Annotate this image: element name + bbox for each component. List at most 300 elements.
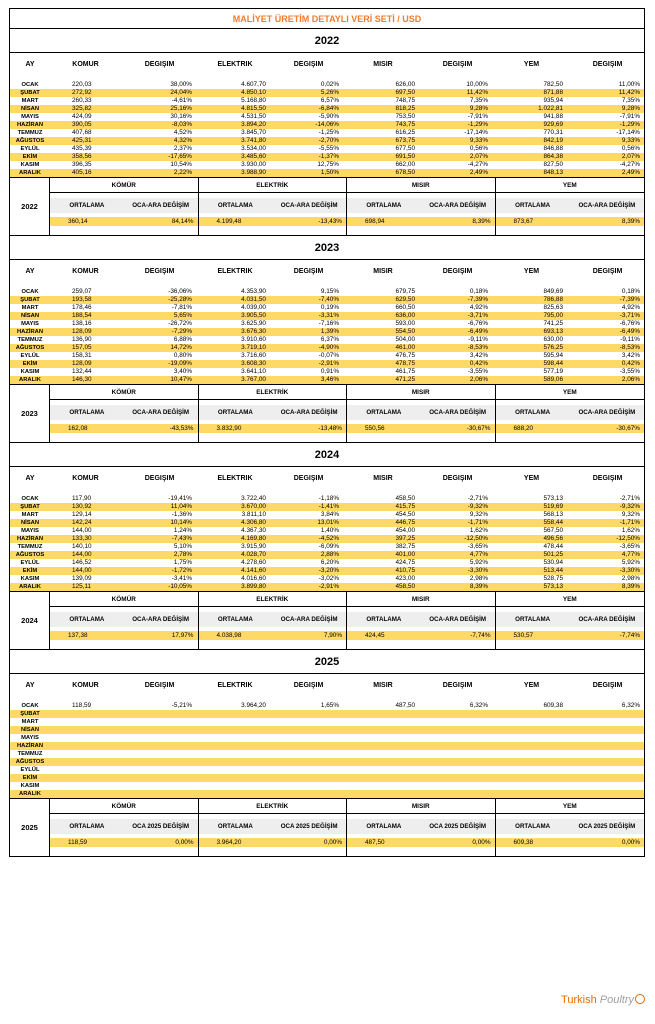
table-cell: 5,92% — [469, 559, 488, 566]
month-label: TEMMUZ — [17, 337, 43, 343]
month-label: ARALIK — [19, 584, 41, 590]
table-cell: 5,65% — [173, 312, 192, 319]
table-cell — [198, 718, 272, 726]
table-cell: 178,46 — [72, 304, 92, 311]
table-cell: 673,75 — [395, 137, 415, 144]
table-cell — [345, 726, 421, 734]
month-label: AĞUSTOS — [15, 552, 45, 558]
table-cell — [345, 734, 421, 742]
summary-values — [199, 217, 347, 226]
table-cell: 3,42% — [621, 352, 640, 359]
table-cell: 6,88% — [173, 336, 192, 343]
table-cell — [494, 718, 569, 726]
table-cell: 4.031,50 — [241, 296, 266, 303]
summary-values — [199, 424, 347, 433]
table-cell: 3.910,60 — [241, 336, 266, 343]
table-row — [10, 758, 644, 766]
table-cell: 4.850,10 — [241, 89, 266, 96]
table-cell: 144,00 — [72, 527, 92, 534]
column-header: MISIR — [373, 60, 393, 68]
summary-body — [50, 799, 644, 856]
table-cell — [198, 758, 272, 766]
month-label: KASIM — [20, 783, 40, 789]
table-cell: 630,00 — [543, 336, 563, 343]
table-cell: -1,18% — [318, 495, 339, 502]
summary-year-label: 2024 — [10, 592, 50, 649]
change-label: OCA-ARA DEĞİŞİM — [132, 616, 190, 623]
month-label: TEMMUZ — [17, 544, 43, 550]
table-cell: 3.676,30 — [241, 328, 266, 335]
table-cell: 3.534,00 — [241, 145, 266, 152]
table-row — [10, 81, 644, 89]
average-value: 3.964,20 — [216, 839, 242, 846]
table-cell: -8,53% — [467, 344, 488, 351]
summary-subheader — [496, 819, 645, 834]
month-label: ŞUBAT — [20, 711, 40, 717]
table-cell — [121, 718, 198, 726]
table-cell: 9,32% — [621, 511, 640, 518]
table-cell: 4.367,30 — [241, 527, 266, 534]
table-cell — [121, 750, 198, 758]
summary-values — [347, 424, 495, 433]
table-cell — [121, 782, 198, 790]
month-label: MART — [21, 305, 39, 311]
table-cell — [494, 734, 569, 742]
month-label: ARALIK — [19, 170, 41, 176]
table-cell — [569, 750, 646, 758]
summary-group — [496, 178, 645, 235]
table-cell — [198, 774, 272, 782]
table-cell: 3.915,90 — [241, 543, 266, 550]
table-cell — [345, 758, 421, 766]
table-cell — [494, 774, 569, 782]
summary-subheader — [199, 405, 347, 420]
table-cell: 30,16% — [170, 113, 192, 120]
table-cell: 504,00 — [395, 336, 415, 343]
column-header: DEĞİŞİM — [592, 681, 623, 689]
average-label: ORTALAMA — [69, 202, 105, 209]
table-cell: -1,29% — [467, 121, 488, 128]
average-value: 424,45 — [365, 632, 385, 639]
column-header: DEĞİŞİM — [592, 474, 623, 482]
cost-data-sheet — [9, 8, 645, 857]
table-cell: -12,50% — [616, 535, 640, 542]
change-value: -30,67% — [616, 425, 640, 432]
summary-category: KÖMÜR — [50, 178, 198, 193]
table-cell: -26,72% — [168, 320, 192, 327]
table-row — [10, 161, 644, 169]
table-cell: -9,32% — [619, 503, 640, 510]
column-header: DEĞİŞİM — [592, 60, 623, 68]
table-row — [10, 495, 644, 503]
table-cell: 259,07 — [72, 288, 92, 295]
table-cell: -17,14% — [464, 129, 488, 136]
average-value: 4.038,98 — [216, 632, 242, 639]
average-label: ORTALAMA — [515, 616, 551, 623]
table-cell: -7,43% — [171, 535, 192, 542]
average-label: ORTALAMA — [69, 409, 105, 416]
table-cell: 461,00 — [395, 344, 415, 351]
table-cell: 0,56% — [621, 145, 640, 152]
table-cell: 871,88 — [543, 89, 563, 96]
summary-year-label: 2023 — [10, 385, 50, 442]
table-cell: 10,54% — [170, 161, 192, 168]
change-value: 17,97% — [171, 632, 194, 639]
table-cell — [345, 718, 421, 726]
table-cell — [345, 790, 421, 798]
table-cell — [421, 734, 494, 742]
month-label: MAYIS — [21, 321, 39, 327]
change-value: -13,48% — [318, 425, 342, 432]
summary-values — [347, 838, 495, 847]
table-cell — [198, 742, 272, 750]
table-cell: 530,94 — [543, 559, 563, 566]
table-cell: 446,75 — [395, 519, 415, 526]
month-label: ŞUBAT — [20, 90, 40, 96]
table-cell: -5,21% — [171, 702, 192, 709]
table-cell: 407,68 — [72, 129, 92, 136]
column-header: DEĞİŞİM — [442, 474, 473, 482]
summary-subheader — [199, 612, 347, 627]
table-cell — [421, 758, 494, 766]
table-cell — [198, 790, 272, 798]
table-cell: -10,05% — [168, 583, 192, 590]
summary-values — [347, 217, 495, 226]
table-cell: 3.741,80 — [241, 137, 266, 144]
table-row — [10, 750, 644, 758]
month-label: EKİM — [22, 775, 38, 781]
table-cell: -6,09% — [318, 543, 339, 550]
table-cell: 10,14% — [170, 519, 192, 526]
table-row — [10, 320, 644, 328]
table-cell — [421, 718, 494, 726]
table-row — [10, 312, 644, 320]
table-cell: 528,75 — [543, 575, 563, 582]
column-header: MISIR — [373, 474, 393, 482]
month-label: HAZİRAN — [16, 122, 44, 128]
table-cell: 660,50 — [395, 304, 415, 311]
column-header: MISIR — [373, 267, 393, 275]
table-cell — [272, 710, 345, 718]
table-cell: 519,69 — [543, 503, 563, 510]
table-cell: -2,91% — [318, 360, 339, 367]
table-cell: 4.531,50 — [241, 113, 266, 120]
brand-logo — [561, 994, 645, 1006]
table-row — [10, 137, 644, 145]
table-cell: 827,50 — [543, 161, 563, 168]
table-cell: 11,42% — [618, 89, 640, 96]
table-cell: 128,09 — [72, 360, 92, 367]
summary-category: KÖMÜR — [50, 385, 198, 400]
table-row — [10, 296, 644, 304]
column-header: ELEKTRİK — [217, 60, 253, 68]
table-cell — [272, 758, 345, 766]
table-cell — [198, 710, 272, 718]
summary-subheader — [199, 819, 347, 834]
summary-group — [496, 799, 645, 856]
summary-body — [50, 385, 644, 442]
table-cell: 1,65% — [320, 702, 339, 709]
table-cell: 679,75 — [395, 288, 415, 295]
month-label: NİSAN — [20, 727, 40, 733]
table-cell: 3.641,10 — [241, 368, 266, 375]
table-cell: 573,13 — [543, 495, 563, 502]
table-cell — [494, 742, 569, 750]
table-cell — [272, 766, 345, 774]
change-value: 8,39% — [621, 218, 640, 225]
table-cell: 609,38 — [543, 702, 563, 709]
summary-values — [496, 424, 645, 433]
summary-category: KÖMÜR — [50, 799, 198, 814]
year-block — [10, 443, 644, 650]
table-cell: -2,70% — [318, 137, 339, 144]
table-cell: 5,92% — [621, 559, 640, 566]
table-cell: 0,56% — [469, 145, 488, 152]
table-cell: 8,39% — [621, 583, 640, 590]
column-header: DEĞİŞİM — [144, 60, 175, 68]
summary-values — [50, 838, 198, 847]
change-label: OCA-ARA DEĞİŞİM — [429, 616, 487, 623]
table-cell: 3,40% — [173, 368, 192, 375]
change-value: 0,00% — [323, 839, 342, 846]
change-value: 84,14% — [171, 218, 194, 225]
table-row — [10, 344, 644, 352]
average-label: ORTALAMA — [515, 409, 551, 416]
table-cell: -8,03% — [171, 121, 192, 128]
table-cell: 691,50 — [395, 153, 415, 160]
table-cell: -1,37% — [318, 153, 339, 160]
year-block — [10, 29, 644, 236]
table-cell: 3.964,20 — [241, 702, 266, 709]
change-label: OCA-ARA DEĞİŞİM — [578, 616, 636, 623]
table-row — [10, 113, 644, 121]
summary-subheader — [347, 819, 495, 834]
table-row — [10, 368, 644, 376]
table-cell: -3,30% — [619, 567, 640, 574]
table-cell: -19,09% — [168, 360, 192, 367]
table-cell: -1,71% — [467, 519, 488, 526]
month-label: KASIM — [20, 162, 40, 168]
table-cell: 12,75% — [317, 161, 339, 168]
table-cell: 4.353,90 — [241, 288, 266, 295]
table-cell: 2,98% — [469, 575, 488, 582]
table-cell — [421, 790, 494, 798]
table-header-row — [10, 260, 644, 282]
month-label: EKİM — [22, 568, 38, 574]
column-header: YEM — [523, 60, 540, 68]
table-cell: 3.845,70 — [241, 129, 266, 136]
table-cell: 626,00 — [395, 81, 415, 88]
change-value: 0,00% — [472, 839, 491, 846]
table-cell: 272,92 — [72, 89, 92, 96]
summary-body — [50, 592, 644, 649]
brand-logo-icon — [635, 994, 645, 1004]
table-cell: 144,00 — [72, 567, 92, 574]
table-cell: 130,92 — [72, 503, 92, 510]
table-cell: -1,36% — [171, 511, 192, 518]
table-cell: 748,75 — [395, 97, 415, 104]
table-cell: 6,57% — [320, 97, 339, 104]
table-cell: -4,90% — [318, 344, 339, 351]
year-block — [10, 236, 644, 443]
summary-group — [347, 178, 496, 235]
table-cell: 424,09 — [72, 113, 92, 120]
average-value: 609,38 — [513, 839, 534, 846]
table-cell: 1,39% — [320, 328, 339, 335]
month-label: MART — [21, 98, 39, 104]
summary-group — [50, 178, 199, 235]
table-cell — [121, 734, 198, 742]
table-row — [10, 718, 644, 726]
table-cell — [569, 718, 646, 726]
table-cell: 129,14 — [72, 511, 92, 518]
table-cell — [50, 726, 121, 734]
table-cell: 513,44 — [543, 567, 563, 574]
table-cell — [121, 726, 198, 734]
table-cell: 0,42% — [621, 360, 640, 367]
table-header-row — [10, 53, 644, 75]
table-cell: 842,19 — [543, 137, 563, 144]
month-label: AĞUSTOS — [15, 345, 45, 351]
table-cell: 0,42% — [469, 360, 488, 367]
table-cell: 476,75 — [395, 352, 415, 359]
document-title: MALİYET ÜRETİM DETAYLI VERİ SETİ / USD — [10, 9, 644, 29]
table-cell: 4,52% — [173, 129, 192, 136]
table-row — [10, 790, 644, 798]
table-cell: 471,25 — [395, 376, 415, 383]
column-header: DEĞİŞİM — [293, 267, 324, 275]
summary-values — [50, 217, 198, 226]
change-value: -30,67% — [466, 425, 491, 432]
table-cell: -3,55% — [619, 368, 640, 375]
change-label: OCA-ARA DEĞİŞİM — [280, 409, 338, 416]
table-cell — [569, 782, 646, 790]
table-cell: 461,75 — [395, 368, 415, 375]
table-cell: -4,27% — [619, 161, 640, 168]
table-cell: 4.278,60 — [241, 559, 266, 566]
table-cell — [272, 742, 345, 750]
change-label: OCA 2025 DEĞİŞİM — [280, 823, 338, 830]
table-cell — [494, 750, 569, 758]
month-label: EYLÜL — [20, 146, 40, 152]
table-cell: 193,58 — [72, 296, 92, 303]
table-cell — [569, 734, 646, 742]
table-cell: 10,00% — [466, 81, 488, 88]
table-cell: 454,50 — [395, 511, 415, 518]
summary-subheader — [50, 405, 198, 420]
year-summary — [10, 384, 644, 442]
month-label: HAZİRAN — [16, 536, 44, 542]
change-value: 0,00% — [175, 839, 194, 846]
table-cell: 818,25 — [395, 105, 415, 112]
table-cell — [121, 774, 198, 782]
month-label: OCAK — [21, 82, 39, 88]
table-cell: -36,06% — [168, 288, 192, 295]
year-summary — [10, 177, 644, 235]
table-cell: 415,75 — [395, 503, 415, 510]
summary-group — [199, 592, 348, 649]
table-cell: -5,55% — [318, 145, 339, 152]
table-cell: 1,75% — [173, 559, 192, 566]
table-cell: 144,00 — [72, 551, 92, 558]
summary-category: ELEKTRİK — [199, 592, 347, 607]
table-row — [10, 360, 644, 368]
table-cell: -3,65% — [467, 543, 488, 550]
average-label: ORTALAMA — [366, 616, 402, 623]
table-cell: 593,00 — [395, 320, 415, 327]
table-cell: 1,40% — [320, 527, 339, 534]
table-row — [10, 336, 644, 344]
table-cell: 2,07% — [469, 153, 488, 160]
average-label: ORTALAMA — [69, 616, 105, 623]
month-label: OCAK — [21, 289, 39, 295]
table-cell: 133,30 — [72, 535, 92, 542]
table-cell — [50, 718, 121, 726]
table-cell — [121, 710, 198, 718]
table-cell: 2,06% — [469, 376, 488, 383]
month-label: AĞUSTOS — [15, 138, 45, 144]
table-row — [10, 169, 644, 177]
table-cell: 118,59 — [72, 702, 92, 709]
table-cell: -0,07% — [318, 352, 339, 359]
table-cell — [121, 758, 198, 766]
year-title: 2025 — [10, 650, 644, 674]
table-cell: 3.811,10 — [241, 511, 266, 518]
table-cell — [569, 710, 646, 718]
month-label: MAYIS — [21, 528, 39, 534]
table-row — [10, 97, 644, 105]
year-summary — [10, 591, 644, 649]
table-cell: 558,44 — [543, 519, 563, 526]
summary-values — [50, 424, 198, 433]
table-cell: 3.670,00 — [241, 503, 266, 510]
table-cell — [272, 750, 345, 758]
table-row — [10, 328, 644, 336]
summary-subheader — [496, 198, 645, 213]
table-cell: 3,46% — [320, 376, 339, 383]
average-label: ORTALAMA — [217, 409, 253, 416]
average-label: ORTALAMA — [515, 823, 551, 830]
average-value: 3.832,90 — [216, 425, 242, 432]
summary-values — [199, 838, 347, 847]
table-cell — [421, 766, 494, 774]
table-cell: 3,84% — [320, 511, 339, 518]
table-cell: 0,02% — [320, 81, 339, 88]
table-cell: 4.815,50 — [241, 105, 266, 112]
table-row — [10, 543, 644, 551]
table-cell — [198, 750, 272, 758]
column-header: DEĞİŞİM — [293, 60, 324, 68]
summary-values — [347, 631, 495, 640]
table-cell — [198, 726, 272, 734]
change-value: 8,39% — [472, 218, 491, 225]
summary-subheader — [347, 405, 495, 420]
average-label: ORTALAMA — [217, 202, 253, 209]
average-value: 137,38 — [68, 632, 88, 639]
year-block — [10, 650, 644, 856]
table-cell: 567,50 — [543, 527, 563, 534]
month-label: HAZİRAN — [16, 743, 44, 749]
table-cell — [421, 726, 494, 734]
table-cell: 849,69 — [543, 288, 563, 295]
table-cell: 0,91% — [320, 368, 339, 375]
table-cell: 786,88 — [543, 296, 563, 303]
table-cell: -7,91% — [619, 113, 640, 120]
summary-year-label: 2025 — [10, 799, 50, 856]
column-header: AY — [25, 267, 35, 275]
month-label: KASIM — [20, 369, 40, 375]
month-label: EKİM — [22, 154, 38, 160]
